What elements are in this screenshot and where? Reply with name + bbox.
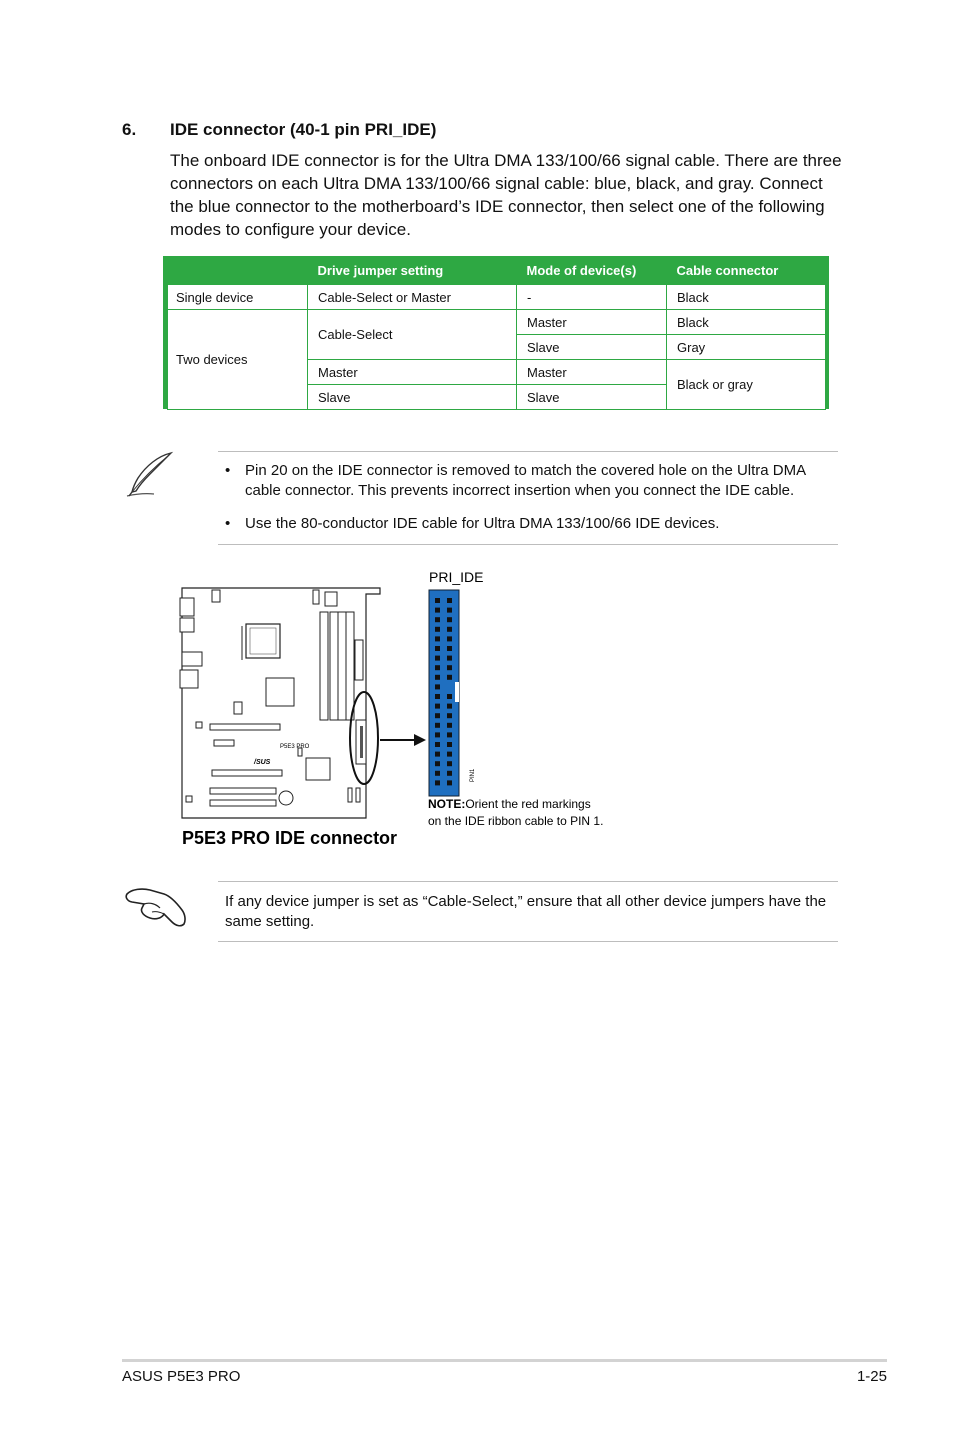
header [313, 590, 319, 604]
table-header: Cable connector [676, 262, 779, 278]
pri-ide-connector [429, 590, 459, 796]
southbridge [306, 758, 330, 780]
connector-pin [435, 723, 440, 728]
connector-pin [435, 732, 440, 737]
hand-icon [124, 880, 188, 930]
table-cell: Master [517, 360, 667, 385]
connector-pin [435, 694, 440, 699]
table-cell: Master [517, 310, 667, 335]
connector-pin [435, 752, 440, 757]
table-cell: Black [667, 285, 826, 310]
connector-pin [435, 636, 440, 641]
fan-header [212, 590, 220, 602]
connector-pin [447, 742, 452, 747]
key-notch [455, 682, 459, 702]
sata-port [348, 788, 352, 802]
connector-pin [435, 704, 440, 709]
note-text: Use the 80-conductor IDE cable for Ultra DMA 133/100/66 IDE devices. [245, 515, 720, 532]
list-item [225, 461, 825, 501]
connector-pin [447, 636, 452, 641]
pcie-slot [212, 770, 282, 776]
dimm-slot [320, 612, 328, 720]
brand-logo: /SUS [254, 759, 271, 766]
rear-io-port [180, 618, 194, 632]
dimm-slot [346, 612, 354, 720]
atx-power-connector [355, 640, 363, 680]
table-header: Drive jumper setting [317, 262, 444, 278]
connector-pin [435, 646, 440, 651]
dimm-slot [338, 612, 346, 720]
pin1-label: PIN1 [470, 768, 476, 782]
connector-pin [447, 704, 452, 709]
board-model-label: P5E3 PRO [280, 744, 310, 750]
northbridge [266, 678, 294, 706]
footer-product: ASUS P5E3 PRO [122, 1368, 241, 1385]
table-cell: Single device [168, 285, 308, 310]
ide-connector-figure [170, 560, 640, 860]
connector-pin [447, 608, 452, 613]
header [196, 722, 202, 728]
sata-port [356, 788, 360, 802]
connector-pin [435, 684, 440, 689]
figure-note-line1 [428, 797, 591, 811]
connector-pin [435, 675, 440, 680]
pointer-arrow-head [414, 734, 426, 746]
header [186, 796, 192, 802]
connector-pin [435, 656, 440, 661]
pci-slot [210, 800, 276, 806]
connector-pin [435, 665, 440, 670]
connector-pin [447, 780, 452, 785]
section-number: 6. [122, 120, 137, 139]
caution-top-rule [218, 881, 838, 882]
footer-rule [122, 1359, 887, 1362]
connector-pin [435, 771, 440, 776]
bullet: • [225, 462, 231, 479]
table-cell: Slave [517, 335, 667, 360]
footer-page-number: 1-25 [856, 1368, 887, 1385]
table-cell: Master [308, 360, 517, 385]
header [234, 702, 242, 714]
connector-pin [435, 617, 440, 622]
connector-pin [447, 598, 452, 603]
caution-bottom-rule [218, 941, 838, 942]
section-title: IDE connector (40-1 pin PRI_IDE) [170, 120, 437, 139]
figure-note-text1: Orient the red markings [465, 797, 591, 811]
connector-pin [435, 627, 440, 632]
connector-pin [435, 713, 440, 718]
rear-io-port [182, 652, 202, 666]
list-item [225, 514, 825, 534]
pci-slot [214, 740, 234, 746]
connector-pin [447, 617, 452, 622]
connector-pin [447, 713, 452, 718]
table-cell: Slave [308, 385, 517, 410]
connector-pin [435, 780, 440, 785]
figure-caption: P5E3 PRO IDE connector [182, 828, 398, 848]
table-cell: Gray [667, 335, 826, 360]
note-list [225, 461, 825, 547]
connector-pin [435, 742, 440, 747]
connector-pin [447, 771, 452, 776]
connector-pin [447, 656, 452, 661]
connector-pin [447, 732, 452, 737]
table-row [168, 285, 826, 310]
battery [279, 791, 293, 805]
note-top-rule [218, 451, 838, 452]
note-text: Pin 20 on the IDE connector is removed to match the covered hole on the Ultra DMA cable connector. This prevents incorrect insertion when you connect the IDE cable. [245, 462, 806, 499]
ide-pin-strip [360, 726, 363, 758]
table-cell: Black or gray [667, 360, 826, 410]
connector-pin [447, 752, 452, 757]
rear-io-port [180, 670, 198, 688]
pci-slot [210, 788, 276, 794]
feather-icon [124, 450, 176, 500]
cpu-socket [246, 624, 280, 658]
connector-pin [447, 665, 452, 670]
table-header-row [168, 256, 826, 285]
table-header: Mode of device(s) [526, 262, 637, 278]
connector-pin [435, 598, 440, 603]
table-cell: Black [667, 310, 826, 335]
figure-note-line2: on the IDE ribbon cable to PIN 1. [428, 814, 604, 828]
connector-pin [447, 675, 452, 680]
note-bottom-rule [218, 544, 838, 545]
connector-pin [447, 694, 452, 699]
connector-label: PRI_IDE [429, 569, 484, 585]
dimm-slot [330, 612, 338, 720]
table-header [168, 256, 308, 285]
section-intro: The onboard IDE connector is for the Ultra DMA 133/100/66 signal cable. There are three connectors on each Ultra DMA 133/100/66 signal cable: blue, black, and gray. Connect the blue connector to the motherboard’s IDE connector, then select one of the following modes to configure your device. [170, 151, 842, 239]
table-cell: Cable-Select or Master [308, 285, 517, 310]
table-cell: Two devices [168, 310, 308, 410]
connector-pin [447, 627, 452, 632]
bullet: • [225, 515, 231, 532]
caution-text: If any device jumper is set as “Cable-Select,” ensure that all other device jumpers have the same setting. [225, 893, 827, 930]
connector-pin [447, 761, 452, 766]
connector-pin [447, 646, 452, 651]
table-cell: Cable-Select [308, 310, 517, 360]
connector-pin [435, 608, 440, 613]
figure-note-bold: NOTE: [428, 797, 466, 811]
connector-pin [435, 761, 440, 766]
table-cell: - [517, 285, 667, 310]
table-cell: Slave [517, 385, 667, 410]
pcie-slot [210, 724, 280, 730]
connector-pin [447, 723, 452, 728]
ide-modes-table [163, 256, 829, 409]
rear-io-port [180, 598, 194, 616]
header [325, 592, 337, 606]
table-row [168, 310, 826, 335]
